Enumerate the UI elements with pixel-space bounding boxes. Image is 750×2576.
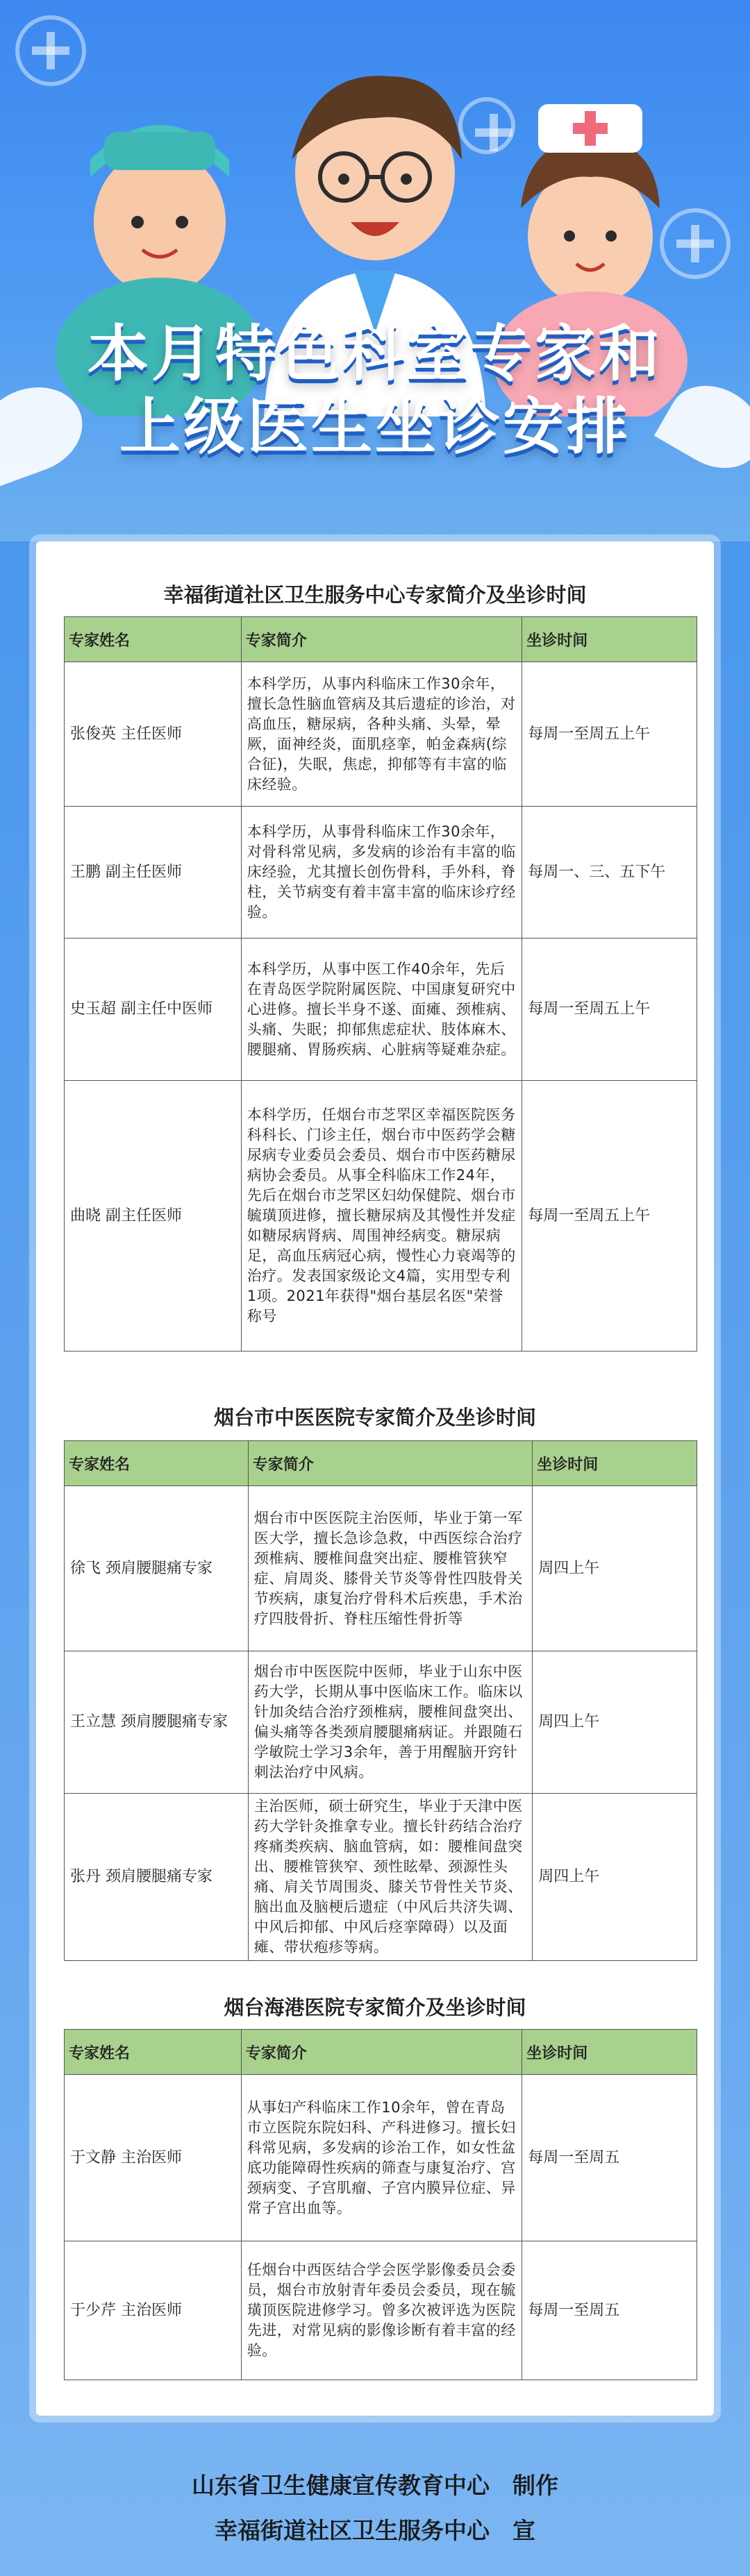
expert-bio: 本科学历，从事内科临床工作30余年，擅长急性脑血管病及其后遗症的诊治，对高血压，糖尿病，各种头痛、头晕，晕厥，面神经炎，面肌痉挛，帕金森病(综合征)，失眠，焦虑，抑郁等有丰富的临床经验。 xyxy=(241,662,522,807)
expert-bio: 烟台市中医医院中医师，毕业于山东中医药大学，长期从事中医临床工作。临床以针加灸结合治疗颈椎病，腰椎间盘突出、偏头痛等各类颈肩腰腿痛病证。并跟随石学敏院士学习3余年，善于用醒脑开窍针刺法治疗中风病。 xyxy=(248,1651,533,1794)
expert-bio: 本科学历，从事中医工作40余年，先后在青岛医学院附属医院、中国康复研究中心进修。擅长半身不遂、面瘫、颈椎病、头痛、失眠；抑郁焦虑症状、肢体麻木、腰腿痛、胃肠疾病、心脏病等疑难杂症。 xyxy=(241,938,522,1081)
clinic-time: 周四上午 xyxy=(533,1651,697,1794)
expert-bio: 任烟台中西医结合学会医学影像委员会委员，烟台市放射青年委员会委员，现在毓璜顶医院进修学习。曾多次被评选为医院先进，对常见病的影像诊断有着丰富的经验。 xyxy=(241,2241,522,2380)
footer-producer: 山东省卫生健康宣传教育中心 制作 xyxy=(192,2472,558,2499)
expert-name: 曲晓 副主任医师 xyxy=(65,1081,242,1352)
table-row xyxy=(65,1794,697,1961)
schedule-table xyxy=(64,616,697,1352)
expert-name: 张丹 颈肩腰腿痛专家 xyxy=(65,1794,249,1961)
table-row xyxy=(65,807,697,938)
clinic-time: 每周一至周五 xyxy=(522,2075,697,2241)
expert-name: 王立慧 颈肩腰腿痛专家 xyxy=(65,1651,249,1794)
clinic-time: 每周一、三、五下午 xyxy=(522,807,697,938)
section-title: 烟台海港医院专家简介及坐诊时间 xyxy=(224,1996,526,2019)
expert-bio: 本科学历，任烟台市芝罘区幸福医院医务科科长、门诊主任，烟台市中医药学会糖尿病专业委员会委员、烟台市中医药糖尿病协会委员。从事全科临床工作24年，先后在烟台市芝罘区妇幼保健院、烟台市毓璜顶进修，擅长糖尿病及其慢性并发症如糖尿病肾病、周围神经病变。糖尿病足，高血压病冠心病，慢性心力衰竭等的治疗。发表国家级论文4篇，实用型专利1项。2021年获得"烟台基层名医"荣誉称号 xyxy=(241,1081,522,1352)
table-row xyxy=(65,938,697,1081)
column-header: 坐诊时间 xyxy=(522,2030,697,2075)
expert-bio: 主治医师，硕士研究生，毕业于天津中医药大学针灸推拿专业。擅长针药结合治疗疼痛类疾病、脑血管病，如：腰椎间盘突出、腰椎管狭窄、颈性眩晕、颈源性头痛、肩关节周围炎、膝关节骨性关节炎、脑出血及脑梗后遗症（中风后共济失调、中风后抑郁、中风后痉挛障碍）以及面瘫、带状疱疹等病。 xyxy=(248,1794,533,1961)
footer-publisher: 幸福街道社区卫生服务中心 宣 xyxy=(215,2517,535,2544)
table-row xyxy=(65,1081,697,1352)
column-header: 专家简介 xyxy=(241,617,522,662)
expert-name: 徐飞 颈肩腰腿痛专家 xyxy=(65,1486,249,1651)
expert-name: 张俊英 主任医师 xyxy=(65,662,242,807)
expert-name: 史玉超 副主任中医师 xyxy=(65,938,242,1081)
table-row xyxy=(65,2241,697,2380)
schedule-table xyxy=(64,2029,697,2380)
clinic-time: 每周一至周五上午 xyxy=(522,938,697,1081)
column-header: 坐诊时间 xyxy=(533,1441,697,1486)
expert-bio: 从事妇产科临床工作10余年，曾在青岛市立医院东院妇科、产科进修习。擅长妇科常见病，多发病的诊治工作，如女性盆底功能障碍性疾病的筛查与康复治疗、宫颈病变、子宫肌瘤、子宫内膜异位症、异常子宫出血等。 xyxy=(241,2075,522,2241)
column-header: 坐诊时间 xyxy=(522,617,697,662)
expert-name: 王鹏 副主任医师 xyxy=(65,807,242,938)
table-header-row xyxy=(65,1441,697,1486)
expert-name: 于文静 主治医师 xyxy=(65,2075,242,2241)
expert-bio: 本科学历，从事骨科临床工作30余年，对骨科常见病，多发病的诊治有丰富的临床经验，尤其擅长创伤骨科，手外科，脊柱，关节病变有着丰富丰富的临床诊疗经验。 xyxy=(241,807,522,938)
table-header-row xyxy=(65,2030,697,2075)
column-header: 专家简介 xyxy=(241,2030,522,2075)
section-title: 烟台市中医医院专家简介及坐诊时间 xyxy=(213,1406,536,1429)
clinic-time: 周四上午 xyxy=(533,1794,697,1961)
clinic-time: 每周一至周五上午 xyxy=(522,662,697,807)
column-header: 专家姓名 xyxy=(65,2030,242,2075)
column-header: 专家姓名 xyxy=(65,617,242,662)
column-header: 专家简介 xyxy=(248,1441,533,1486)
clinic-time: 每周一至周五 xyxy=(522,2241,697,2380)
banner-title-line2: 上级医生坐诊安排 xyxy=(119,391,631,462)
clinic-time: 每周一至周五上午 xyxy=(522,1081,697,1352)
hero-banner xyxy=(0,0,750,541)
table-row xyxy=(65,1651,697,1794)
table-header-row xyxy=(65,617,697,662)
table-row xyxy=(65,1486,697,1651)
clinic-time: 周四上午 xyxy=(533,1486,697,1651)
schedule-table xyxy=(64,1440,697,1961)
column-header: 专家姓名 xyxy=(65,1441,249,1486)
table-row xyxy=(65,662,697,807)
table-row xyxy=(65,2075,697,2241)
section-title: 幸福街道社区卫生服务中心专家简介及坐诊时间 xyxy=(163,583,587,607)
expert-bio: 烟台市中医医院主治医师，毕业于第一军医大学，擅长急诊急救，中西医综合治疗颈椎病、腰椎间盘突出症、腰椎管狭窄症、肩周炎、膝骨关节炎等骨性四肢骨关节疾病，康复治疗骨科术后疾患，手术治疗四肢骨折、脊柱压缩性骨折等 xyxy=(248,1486,533,1651)
expert-name: 于少芹 主治医师 xyxy=(65,2241,242,2380)
banner-title-line1: 本月特色科室专家和 xyxy=(87,318,662,389)
